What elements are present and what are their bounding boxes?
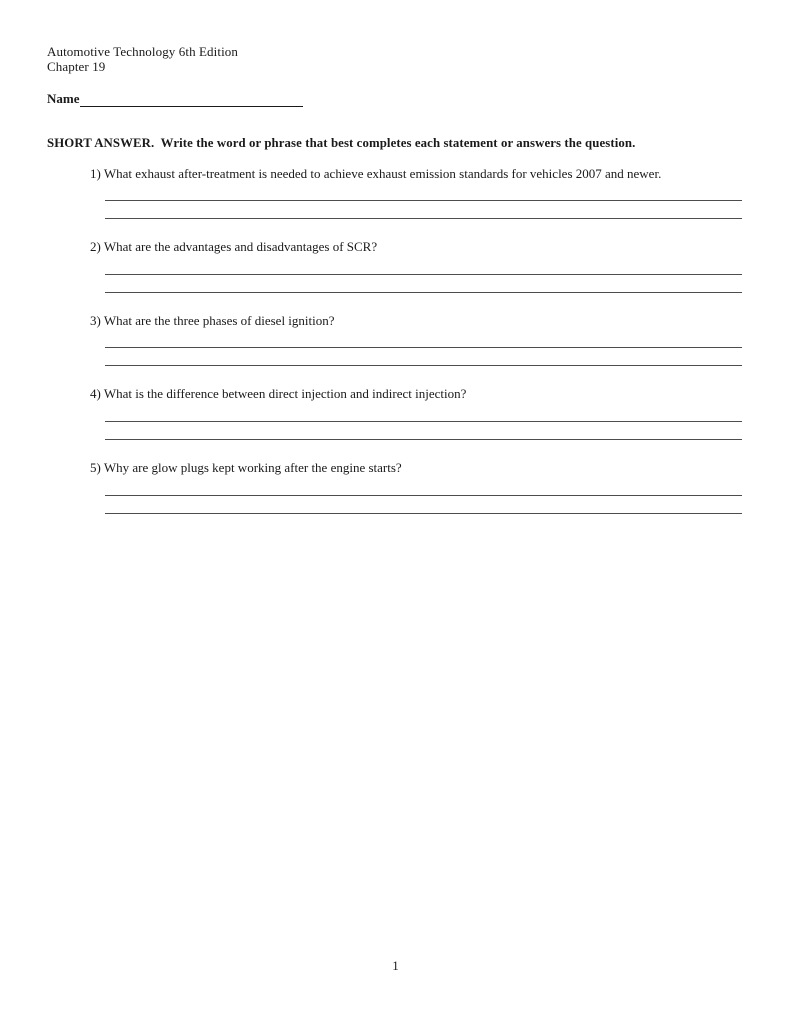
name-label: Name (47, 90, 80, 106)
question-text: What exhaust after-treatment is needed to achieve exhaust emission standards for vehicles 2007 and newer. (103, 165, 662, 181)
question-number: 4) (90, 386, 101, 402)
answer-line (105, 201, 742, 219)
question-text-row (90, 460, 742, 476)
document-header (47, 44, 742, 75)
question-number: 3) (90, 312, 101, 328)
question-item-3 (90, 313, 742, 367)
answer-line (105, 478, 742, 496)
question-text-row (90, 239, 742, 255)
question-text: What is the difference between direct injection and indirect injection? (103, 386, 467, 402)
page-number: 1 (392, 958, 399, 973)
question-text: What are the three phases of diesel ignition? (103, 312, 335, 328)
chapter-title: Chapter 19 (47, 59, 106, 75)
section-heading: SHORT ANSWER. Write the word or phrase that best completes each statement or answers the question. (47, 135, 636, 150)
question-text-row (90, 386, 742, 402)
question-text: What are the advantages and disadvantages of SCR? (103, 239, 378, 255)
question-item-4 (90, 386, 742, 440)
question-text-row (90, 166, 742, 182)
answer-line (105, 496, 742, 514)
answer-line (105, 404, 742, 422)
name-row (47, 91, 742, 107)
answer-line (105, 257, 742, 275)
answer-lines (105, 257, 742, 293)
name-blank-line (80, 92, 303, 107)
answer-lines (105, 478, 742, 514)
answer-lines (105, 404, 742, 440)
course-title: Automotive Technology 6th Edition (47, 44, 238, 59)
question-item-1 (90, 166, 742, 220)
answer-line (105, 330, 742, 348)
answer-line (105, 183, 742, 201)
question-number: 1) (90, 165, 101, 181)
question-text-row (90, 313, 742, 329)
question-item-5 (90, 460, 742, 514)
answer-lines (105, 183, 742, 219)
answer-line (105, 348, 742, 366)
question-number: 5) (90, 460, 101, 476)
question-item-2 (90, 239, 742, 293)
question-text: Why are glow plugs kept working after the engine starts? (103, 460, 402, 476)
answer-line (105, 275, 742, 293)
answer-lines (105, 330, 742, 366)
answer-line (105, 422, 742, 440)
question-number: 2) (90, 239, 101, 255)
question-list (90, 166, 742, 514)
